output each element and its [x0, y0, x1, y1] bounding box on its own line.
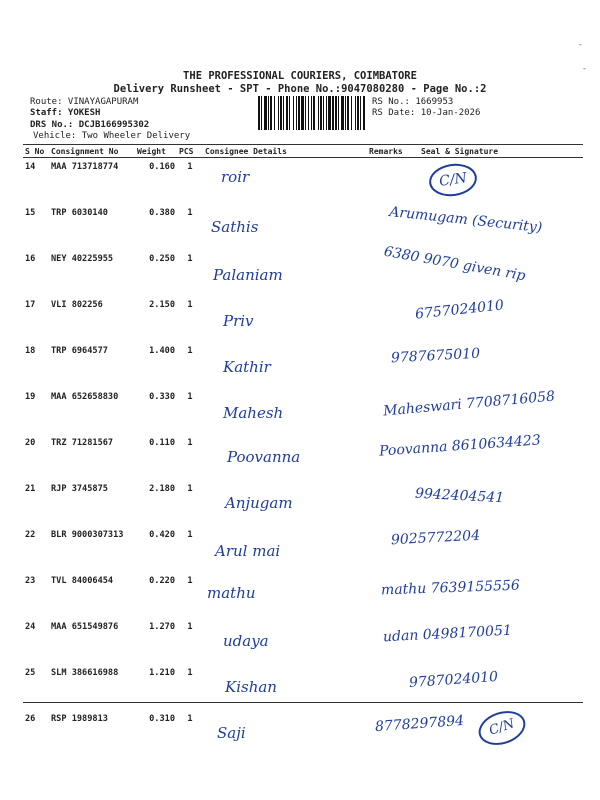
row-consignment-no: RSP 1989813 — [51, 714, 108, 724]
row-weight: 0.310 — [149, 714, 175, 724]
row-consignee — [203, 296, 367, 342]
col-remarks-header: Remarks — [367, 145, 419, 158]
consignee-handwriting: Palaniam — [213, 266, 283, 284]
barcode-bar — [305, 96, 306, 130]
barcode-bar — [258, 96, 260, 130]
row-signature — [414, 296, 583, 342]
col-signature-header: Seal & Signature — [419, 145, 583, 158]
table-row — [23, 158, 583, 205]
row-weight: 1.210 — [149, 668, 175, 678]
barcode-bar — [261, 96, 262, 130]
table-row — [23, 434, 583, 480]
row-pcs: 1 — [187, 668, 193, 678]
table-row — [23, 250, 583, 296]
col-weight-header: Weight — [135, 145, 177, 158]
corner-mark: - — [578, 40, 583, 49]
row-sno: 19 — [25, 392, 36, 402]
barcode-bar — [360, 96, 361, 130]
table-row — [23, 618, 583, 664]
route-label: Route: VINAYAGAPURAM — [30, 97, 139, 107]
signature-handwriting: 9787675010 — [390, 345, 481, 367]
row-pcs: 1 — [187, 392, 193, 402]
barcode-bar — [270, 96, 272, 130]
signature-handwriting: mathu 7639155556 — [380, 577, 521, 599]
row-signature — [378, 432, 583, 480]
row-sno: 20 — [25, 438, 36, 448]
consignee-handwriting: mathu — [207, 584, 256, 602]
row-sno: 21 — [25, 484, 36, 494]
delivery-table — [23, 144, 583, 756]
row-weight: 2.180 — [149, 484, 175, 494]
row-consignment-no: TRP 6030140 — [51, 208, 108, 218]
row-remarks — [367, 158, 419, 205]
row-signature — [408, 664, 583, 710]
barcode-bar — [318, 96, 319, 130]
barcode-bar — [320, 96, 322, 130]
company-title: THE PROFESSIONAL COURIERS, COIMBATORE — [183, 70, 417, 82]
row-weight: 1.400 — [149, 346, 175, 356]
table-row — [23, 342, 583, 388]
row-consignee — [203, 158, 367, 205]
barcode-bar — [301, 96, 304, 130]
row-signature — [382, 243, 583, 296]
row-consignment-no: TRZ 71281567 — [51, 438, 114, 448]
row-sno: 16 — [25, 254, 36, 264]
row-consignee — [203, 526, 367, 572]
row-sno: 18 — [25, 346, 36, 356]
table-row — [23, 664, 583, 710]
row-weight: 0.110 — [149, 438, 175, 448]
barcode-bar — [332, 96, 334, 130]
consignee-handwriting: Kishan — [225, 678, 277, 696]
rs-number: RS No.: 1669953 — [372, 97, 454, 107]
row-sno: 17 — [25, 300, 36, 310]
barcode-bar — [298, 96, 300, 130]
table-header-row — [23, 145, 583, 158]
row-weight: 0.420 — [149, 530, 175, 540]
consignee-handwriting: Sathis — [211, 218, 259, 236]
row-consignment-no: SLM 386616988 — [51, 668, 119, 678]
consignee-handwriting: Poovanna — [227, 448, 301, 466]
barcode-bar — [341, 96, 344, 130]
row-consignment-no: MAA 652658830 — [51, 392, 119, 402]
row-pcs: 1 — [187, 438, 193, 448]
barcode-bar — [289, 96, 290, 130]
col-pcs-header: PCS — [177, 145, 203, 158]
row-consignment-no: RJP 3745875 — [51, 484, 108, 494]
barcode-bar — [264, 96, 267, 130]
barcode-bar — [326, 96, 327, 130]
row-consignment-no: TRP 6964577 — [51, 346, 108, 356]
corner-mark: - — [582, 64, 587, 73]
row-weight: 0.250 — [149, 254, 175, 264]
table-row — [23, 572, 583, 618]
row-pcs: 1 — [187, 162, 193, 172]
row-signature — [390, 526, 583, 572]
row-pcs: 1 — [187, 346, 193, 356]
barcode-bar — [283, 96, 284, 130]
barcode-bar — [280, 96, 282, 130]
signature-handwriting: 8778297894 — [374, 712, 465, 736]
table-row — [23, 296, 583, 342]
consignee-handwriting: roir — [221, 168, 250, 186]
row-weight: 0.160 — [149, 162, 175, 172]
row-sno: 26 — [25, 714, 36, 724]
rs-date: RS Date: 10-Jan-2026 — [372, 108, 481, 118]
consignee-handwriting: Arul mai — [215, 542, 281, 560]
consignee-handwriting: Mahesh — [223, 404, 284, 422]
consignee-handwriting: Anjugam — [225, 494, 293, 512]
vehicle-label: Vehicle: Two Wheeler Delivery — [33, 131, 191, 141]
consignee-handwriting: Priv — [223, 312, 254, 330]
signature-handwriting: 9787024010 — [408, 668, 499, 692]
row-consignee — [203, 664, 367, 710]
barcode-bar — [296, 96, 297, 130]
barcode-bar — [345, 96, 346, 130]
signature-handwriting: 6757024010 — [414, 297, 505, 323]
row-consignee — [203, 388, 367, 434]
row-consignee — [203, 342, 367, 388]
row-signature — [382, 388, 583, 434]
row-pcs: 1 — [187, 254, 193, 264]
signature-handwriting: Arumugam (Security) — [388, 204, 543, 236]
signature-handwriting: 9942404541 — [414, 485, 505, 507]
row-consignee — [203, 572, 367, 618]
staff-label: Staff: YOKESH — [30, 108, 101, 118]
courier-stamp: C/N — [427, 161, 479, 199]
row-sno: 15 — [25, 208, 36, 218]
barcode-bar — [274, 96, 275, 130]
row-sno: 24 — [25, 622, 36, 632]
barcode-bar — [268, 96, 269, 130]
row-signature — [382, 618, 583, 664]
table-row — [23, 388, 583, 434]
barcode-bar — [278, 96, 279, 130]
consignee-handwriting: Saji — [217, 724, 246, 742]
row-sno: 23 — [25, 576, 36, 586]
barcode-bar — [323, 96, 324, 130]
barcode-bar — [363, 96, 365, 130]
row-pcs: 1 — [187, 300, 193, 310]
barcode-bar — [338, 96, 339, 130]
row-consignment-no: VLI 802256 — [51, 300, 103, 310]
table-row — [23, 480, 583, 526]
col-sno-header: S No — [23, 145, 49, 158]
barcode-bar — [311, 96, 312, 130]
signature-handwriting: 6380 9070 given rip — [382, 243, 527, 285]
row-consignment-no: MAA 713718774 — [51, 162, 119, 172]
signature-handwriting: udan 0498170051 — [382, 622, 513, 646]
row-signature — [380, 572, 583, 618]
barcode-bar — [293, 96, 294, 130]
row-consignment-no: MAA 651549876 — [51, 622, 119, 632]
barcode-bar — [313, 96, 315, 130]
row-weight: 2.150 — [149, 300, 175, 310]
row-sno: 22 — [25, 530, 36, 540]
row-weight: 0.220 — [149, 576, 175, 586]
row-pcs: 1 — [187, 576, 193, 586]
row-consignee — [203, 434, 367, 480]
row-consignment-no: NEY 40225955 — [51, 254, 114, 264]
signature-handwriting: Maheswari 7708716058 — [382, 388, 556, 420]
row-signature — [419, 158, 583, 205]
row-consignee — [203, 250, 367, 296]
row-consignment-no: TVL 84006454 — [51, 576, 114, 586]
barcode-bar — [328, 96, 331, 130]
row-weight: 0.330 — [149, 392, 175, 402]
row-consignee — [203, 480, 367, 526]
row-consignee — [203, 618, 367, 664]
barcode-bar — [357, 96, 359, 130]
barcode-bar — [335, 96, 337, 130]
row-pcs: 1 — [187, 530, 193, 540]
barcode-bar — [351, 96, 352, 130]
row-signature — [388, 204, 583, 250]
row-remarks — [367, 296, 419, 342]
barcode-bar — [347, 96, 349, 130]
table-bottom-rule — [23, 702, 583, 703]
row-consignee — [203, 204, 367, 250]
consignee-handwriting: Kathir — [223, 358, 271, 376]
row-signature — [390, 342, 583, 388]
barcode-bar — [286, 96, 288, 130]
row-pcs: 1 — [187, 714, 193, 724]
row-consignee — [203, 710, 367, 756]
footer-stamp: C/N — [474, 705, 530, 750]
consignee-handwriting: udaya — [223, 632, 269, 650]
barcode-bar — [355, 96, 356, 130]
row-pcs: 1 — [187, 484, 193, 494]
row-signature — [414, 480, 583, 526]
row-weight: 1.270 — [149, 622, 175, 632]
barcode-bar — [308, 96, 309, 130]
col-consignee-header: Consignee Details — [203, 145, 367, 158]
row-remarks — [367, 480, 419, 526]
barcode — [258, 96, 368, 130]
row-sno: 25 — [25, 668, 36, 678]
table-row — [23, 204, 583, 250]
row-sno: 14 — [25, 162, 36, 172]
row-pcs: 1 — [187, 208, 193, 218]
signature-handwriting: Poovanna 8610634423 — [378, 432, 542, 460]
signature-handwriting: 9025772204 — [390, 527, 481, 549]
table-row — [23, 526, 583, 572]
runsheet-subtitle: Delivery Runsheet - SPT - Phone No.:9047080280 - Page No.:2 — [113, 83, 487, 95]
row-consignment-no: BLR 9000307313 — [51, 530, 124, 540]
row-pcs: 1 — [187, 622, 193, 632]
drs-number: DRS No.: DCJB166995302 — [30, 120, 150, 130]
col-consignment-header: Consignment No — [49, 145, 135, 158]
row-weight: 0.380 — [149, 208, 175, 218]
